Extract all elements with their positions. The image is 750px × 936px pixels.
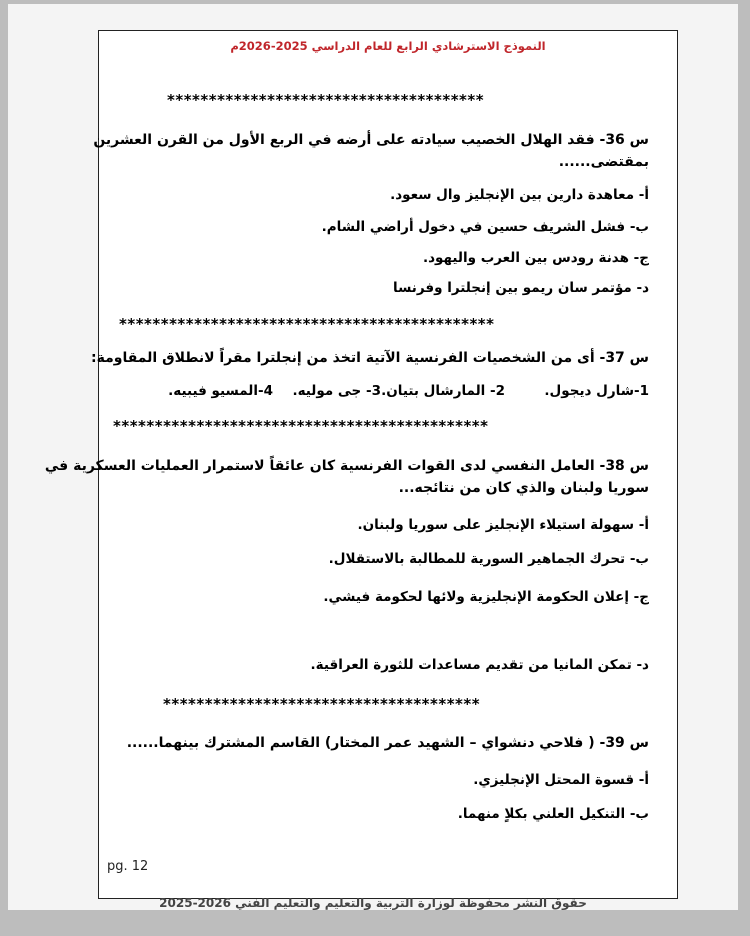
q38-option-a: أ- سهولة استيلاء الإنجليز على سوريا ولبنان.: [357, 517, 649, 533]
q37-option-1: 1-شارل ديجول.: [544, 383, 649, 399]
q37-option-2: 2- المارشال بتيان.: [381, 383, 505, 399]
q39-option-a: أ- قسوة المحتل الإنجليزي.: [473, 772, 649, 788]
q38-option-d: د- تمكن المانيا من تقديم مساعدات للثورة العراقية.: [310, 657, 649, 673]
divider: *********************************************: [119, 315, 495, 333]
q37-options: [129, 383, 649, 401]
q38-option-c: ج- إعلان الحكومة الإنجليزية ولائها لحكومة فيشي.: [323, 589, 649, 605]
page-header: النموذج الاسترشادي الرابع للعام الدراسي 2025-2026م: [230, 39, 546, 53]
divider: *********************************************: [113, 417, 489, 435]
q36-option-d: د- مؤتمر سان ريمو بين إنجلترا وفرنسا: [393, 280, 649, 296]
q39-option-b: ب- التنكيل العلني بكلاٍ منهما.: [457, 806, 649, 822]
q37-text: س 37- أى من الشخصيات الفرنسية الآتية اتخذ من إنجلترا مقراً لانطلاق المقاومة:: [90, 350, 649, 366]
q36-option-c: ج- هدنة رودس بين العرب واليهود.: [422, 250, 649, 266]
q36-option-a: أ- معاهدة دارين بين الإنجليز وال سعود.: [390, 187, 649, 203]
copyright-footer: حقوق النشر محفوظة لوزارة التربية والتعليم والتعليم الفني 2026-2025: [159, 896, 587, 910]
q38-text-line1: س 38- العامل النفسي لدى القوات الفرنسية كان عائقاً لاستمرار العمليات العسكرية في: [44, 458, 649, 474]
divider: **************************************: [163, 695, 481, 713]
q37-option-3: 3- جى موليه.: [292, 383, 381, 399]
q38-option-b: ب- تحرك الجماهير السورية للمطالبة بالاستقلال.: [328, 551, 649, 567]
q36-option-b: ب- فشل الشريف حسين في دخول أراضي الشام.: [321, 219, 649, 235]
page-border: [44, 30, 678, 899]
q39-text: س 39- ( فلاحي دنشواي – الشهيد عمر المختار) القاسم المشترك بينهما......: [126, 735, 649, 751]
page-number: pg. 12: [107, 859, 149, 874]
divider: **************************************: [167, 91, 485, 109]
q37-option-4: 4-المسيو فيبيه.: [168, 383, 273, 399]
q38-text-line2: سوريا ولبنان والذي كان من نتائجه...: [398, 480, 649, 496]
q36-text-line1: س 36- فقد الهلال الخصيب سيادته على أرضه في الربع الأول من القرن العشرين: [93, 132, 649, 148]
document-page: [8, 4, 738, 910]
q36-text-line2: بمقتضى......: [558, 154, 649, 170]
